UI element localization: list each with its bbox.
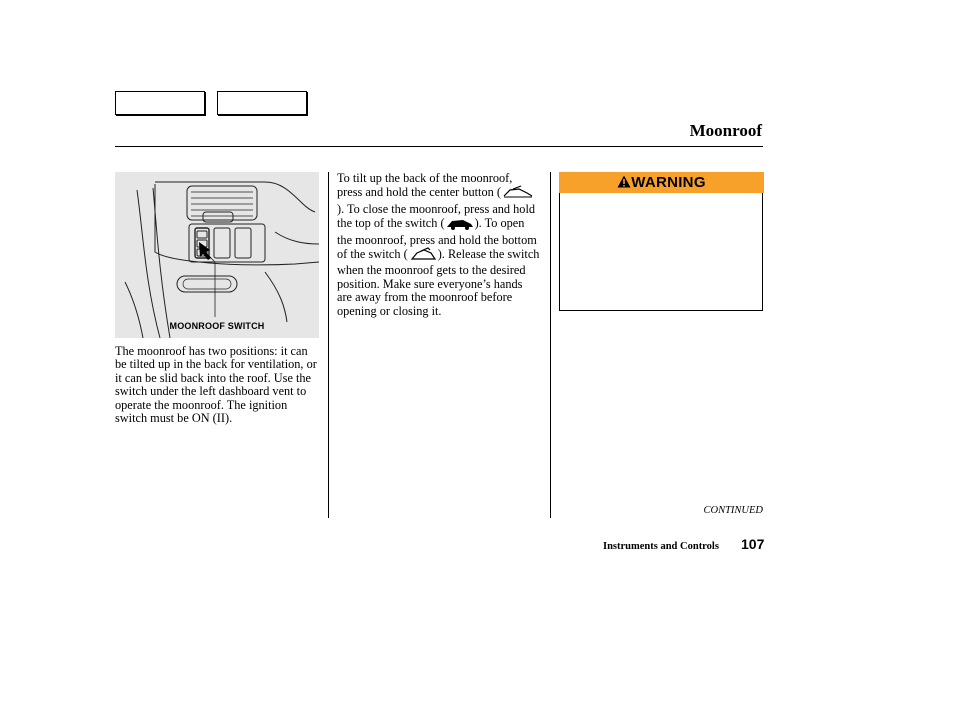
page-title: Moonroof bbox=[689, 121, 762, 140]
continued-label: CONTINUED bbox=[703, 505, 763, 516]
dashboard-illustration bbox=[115, 172, 319, 338]
column-divider-2 bbox=[550, 172, 551, 518]
warning-label bbox=[559, 174, 764, 191]
operation-text-4: ). Release the switch when the moonroof gets to the desired position. Make sure everyone’s hands are away from the moonroof before opening or closing it. bbox=[337, 247, 540, 318]
nav-button-2[interactable] bbox=[217, 91, 307, 115]
warning-banner bbox=[559, 172, 764, 193]
moonroof-switch-figure bbox=[115, 172, 319, 338]
footer-section-title: Instruments and Controls bbox=[603, 541, 719, 552]
operation-text-2: ). To close the moonroof, press and hold the top of the switch ( bbox=[337, 201, 536, 231]
operation-text-3: ). To open the moonroof, press and hold the bottom of the switch ( bbox=[337, 216, 537, 262]
operation-text-1: To tilt up the back of the moonroof, press and hold the center button ( bbox=[337, 171, 513, 200]
header-rule bbox=[115, 146, 763, 147]
column-divider-1 bbox=[328, 172, 329, 518]
moonroof-intro-paragraph: The moonroof has two positions: it can be tilted up in the back for ventilation, or it can be slid back into the roof. Use the switch under the left dashboard vent to operate the moonroof. The ignition switch must be ON (II). bbox=[115, 344, 317, 426]
figure-caption: MOONROOF SWITCH bbox=[169, 321, 265, 331]
moonroof-operation-paragraph bbox=[337, 172, 540, 318]
close-icon bbox=[445, 216, 475, 233]
warning-triangle-icon bbox=[617, 175, 631, 188]
warning-box bbox=[559, 193, 763, 311]
nav-button-1[interactable] bbox=[115, 91, 205, 115]
warning-text: WARNING bbox=[631, 174, 706, 191]
open-icon bbox=[408, 247, 438, 264]
page-number: 107 bbox=[741, 536, 765, 552]
tilt-icon bbox=[501, 185, 535, 202]
